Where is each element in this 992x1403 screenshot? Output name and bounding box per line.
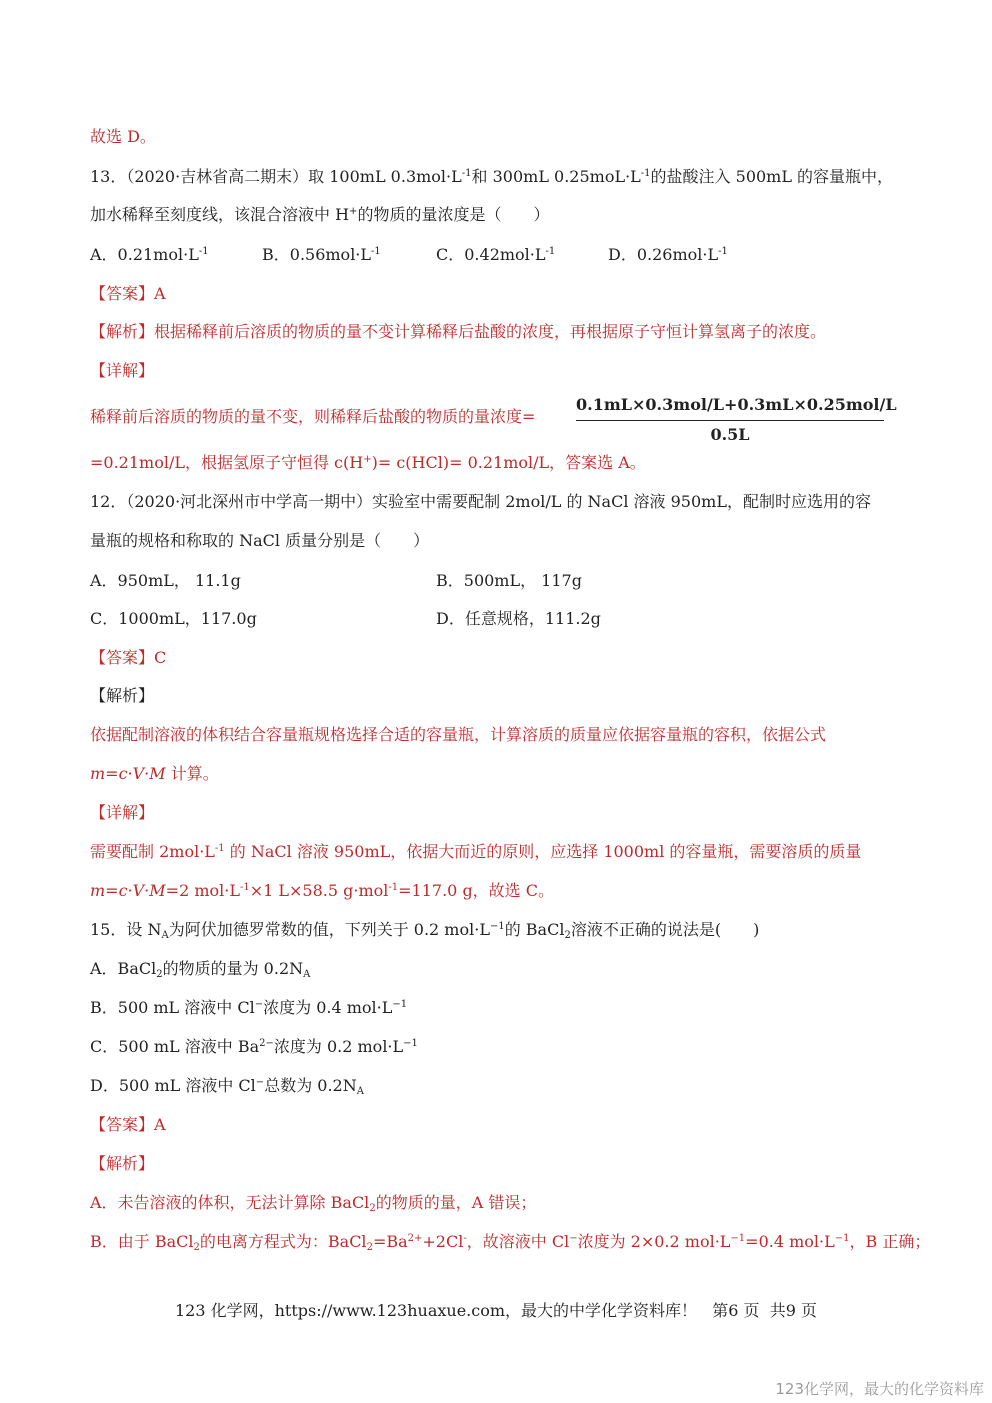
q12-answer: 【答案】C	[90, 648, 167, 667]
footer-site-text: 123 化学网，https://www.123huaxue.com，最大的中学化学资料库！	[174, 1301, 698, 1320]
q15-option-c: C．500 mL 溶液中 $Ba^{2-}$浓度为 0.2 $mol\cdot L^{-1}$	[90, 1037, 418, 1056]
q12-stem-line1: 12．（2020·河北深州市中学高一期中）实验室中需要配制 2mol/L 的 NaCl 溶液 950mL，配制时应选用的容	[90, 492, 871, 511]
q13-option-d: D．$0.26mol\cdot L^{-1}$	[608, 245, 728, 264]
q12-option-c: C．1000mL，117.0g	[90, 609, 257, 628]
q13-option-c: C．$0.42mol\cdot L^{-1}$	[436, 245, 556, 264]
q13-answer: 【答案】A	[90, 284, 166, 303]
q12-analysis-heading: 【解析】	[90, 686, 155, 705]
q15-explanation-b: B．由于 BaCl$_2$的电离方程式为：$BaCl_2=Ba^{2+}+2Cl^-$，故溶液中 Cl−浓度为 2×0.2 $mol\cdot L^{-1}=0.4$ $mol\cdot L^{-1}$，B 正确；	[90, 1232, 931, 1253]
q13-option-b: B．$0.56mol\cdot L^{-1}$	[262, 245, 381, 264]
q13-detail-line1: 稀释前后溶质的物质的量不变，则稀释后盐酸的物质的量浓度=	[90, 407, 536, 426]
q13-fraction	[576, 394, 897, 446]
q12-option-d: D．任意规格，111.2g	[436, 609, 601, 628]
q12-stem-line2: 量瓶的规格和称取的 NaCl 质量分别是（ ）	[90, 531, 430, 550]
q12-analysis-line1: 依据配制溶液的体积结合容量瓶规格选择合适的容量瓶，计算溶质的质量应依据容量瓶的容积，依据公式	[90, 725, 827, 744]
q12-option-b: B．500mL， 117g	[436, 571, 582, 590]
page-footer	[0, 1298, 992, 1321]
q13-detail-line2: =0.21mol/L，根据氢原子守恒得 c(H+)= c(HCl)= 0.21mol/L，答案选 A。	[90, 453, 646, 472]
q13-stem-line2: 加水稀释至刻度线，该混合溶液中 H+的物质的量浓度是（ ）	[90, 205, 550, 224]
fraction-bar	[576, 420, 884, 421]
q13-detail-heading: 【详解】	[90, 361, 155, 380]
q13-stem-line1: 13．（2020·吉林省高二期末）取 100mL $0.3mol\cdot L^{-1}$和 300mL $0.25moL\cdot L^{-1}$的盐酸注入 500mL 的容量瓶中，	[90, 167, 894, 186]
q15-explanation-a: A．未告溶液的体积，无法计算除 BaCl$_2$的物质的量，A 错误；	[90, 1193, 537, 1214]
q15-analysis-heading: 【解析】	[90, 1154, 155, 1173]
q13-option-a: A．$0.21mol\cdot L^{-1}$	[90, 245, 209, 264]
watermark: 123化学网，最大的化学资料库	[775, 1380, 984, 1398]
conclusion-line: 故选 D。	[90, 127, 156, 146]
q15-option-d: D．500 mL 溶液中 Cl−总数为 $0.2N_A$	[90, 1076, 364, 1097]
q15-answer: 【答案】A	[90, 1115, 166, 1134]
q12-detail-line2: m=c·V·M=2 $mol\cdot L^{-1}\times 1$ L×58.5 g·mol$^{-1}$=117.0 g，故选 C。	[90, 881, 555, 900]
q15-option-b: B．500 mL 溶液中 Cl−浓度为 0.4 $mol\cdot L^{-1}$	[90, 998, 408, 1017]
q15-option-a: A．BaCl$_2$的物质的量为 $0.2N_A$	[90, 959, 311, 980]
q13-analysis: 【解析】根据稀释前后溶质的物质的量不变计算稀释后盐酸的浓度，再根据原子守恒计算氢离子的浓度。	[90, 322, 827, 341]
fraction-numerator: 0.1mL×0.3mol/L+0.3mL×0.25mol/L	[576, 395, 897, 414]
q12-detail-line1: 需要配制 $2mol\cdot L^{-1}$ 的 NaCl 溶液 950mL，依据大而近的原则，应选择 1000ml 的容量瓶，需要溶质的质量	[90, 842, 862, 861]
footer-page-number: 第6 页 共9 页	[712, 1301, 817, 1320]
q12-analysis-line2: m=c·V·M 计算。	[90, 764, 219, 783]
q12-detail-heading: 【详解】	[90, 803, 155, 822]
q15-stem: 15．设 $N_A$为阿伏加德罗常数的值，下列关于 0.2 $mol\cdot L^{-1}$的 BaCl$_2$溶液不正确的说法是( )	[90, 920, 760, 941]
fraction-denominator: 0.5L	[710, 425, 750, 444]
q12-option-a: A．950mL， 11.1g	[90, 571, 241, 590]
